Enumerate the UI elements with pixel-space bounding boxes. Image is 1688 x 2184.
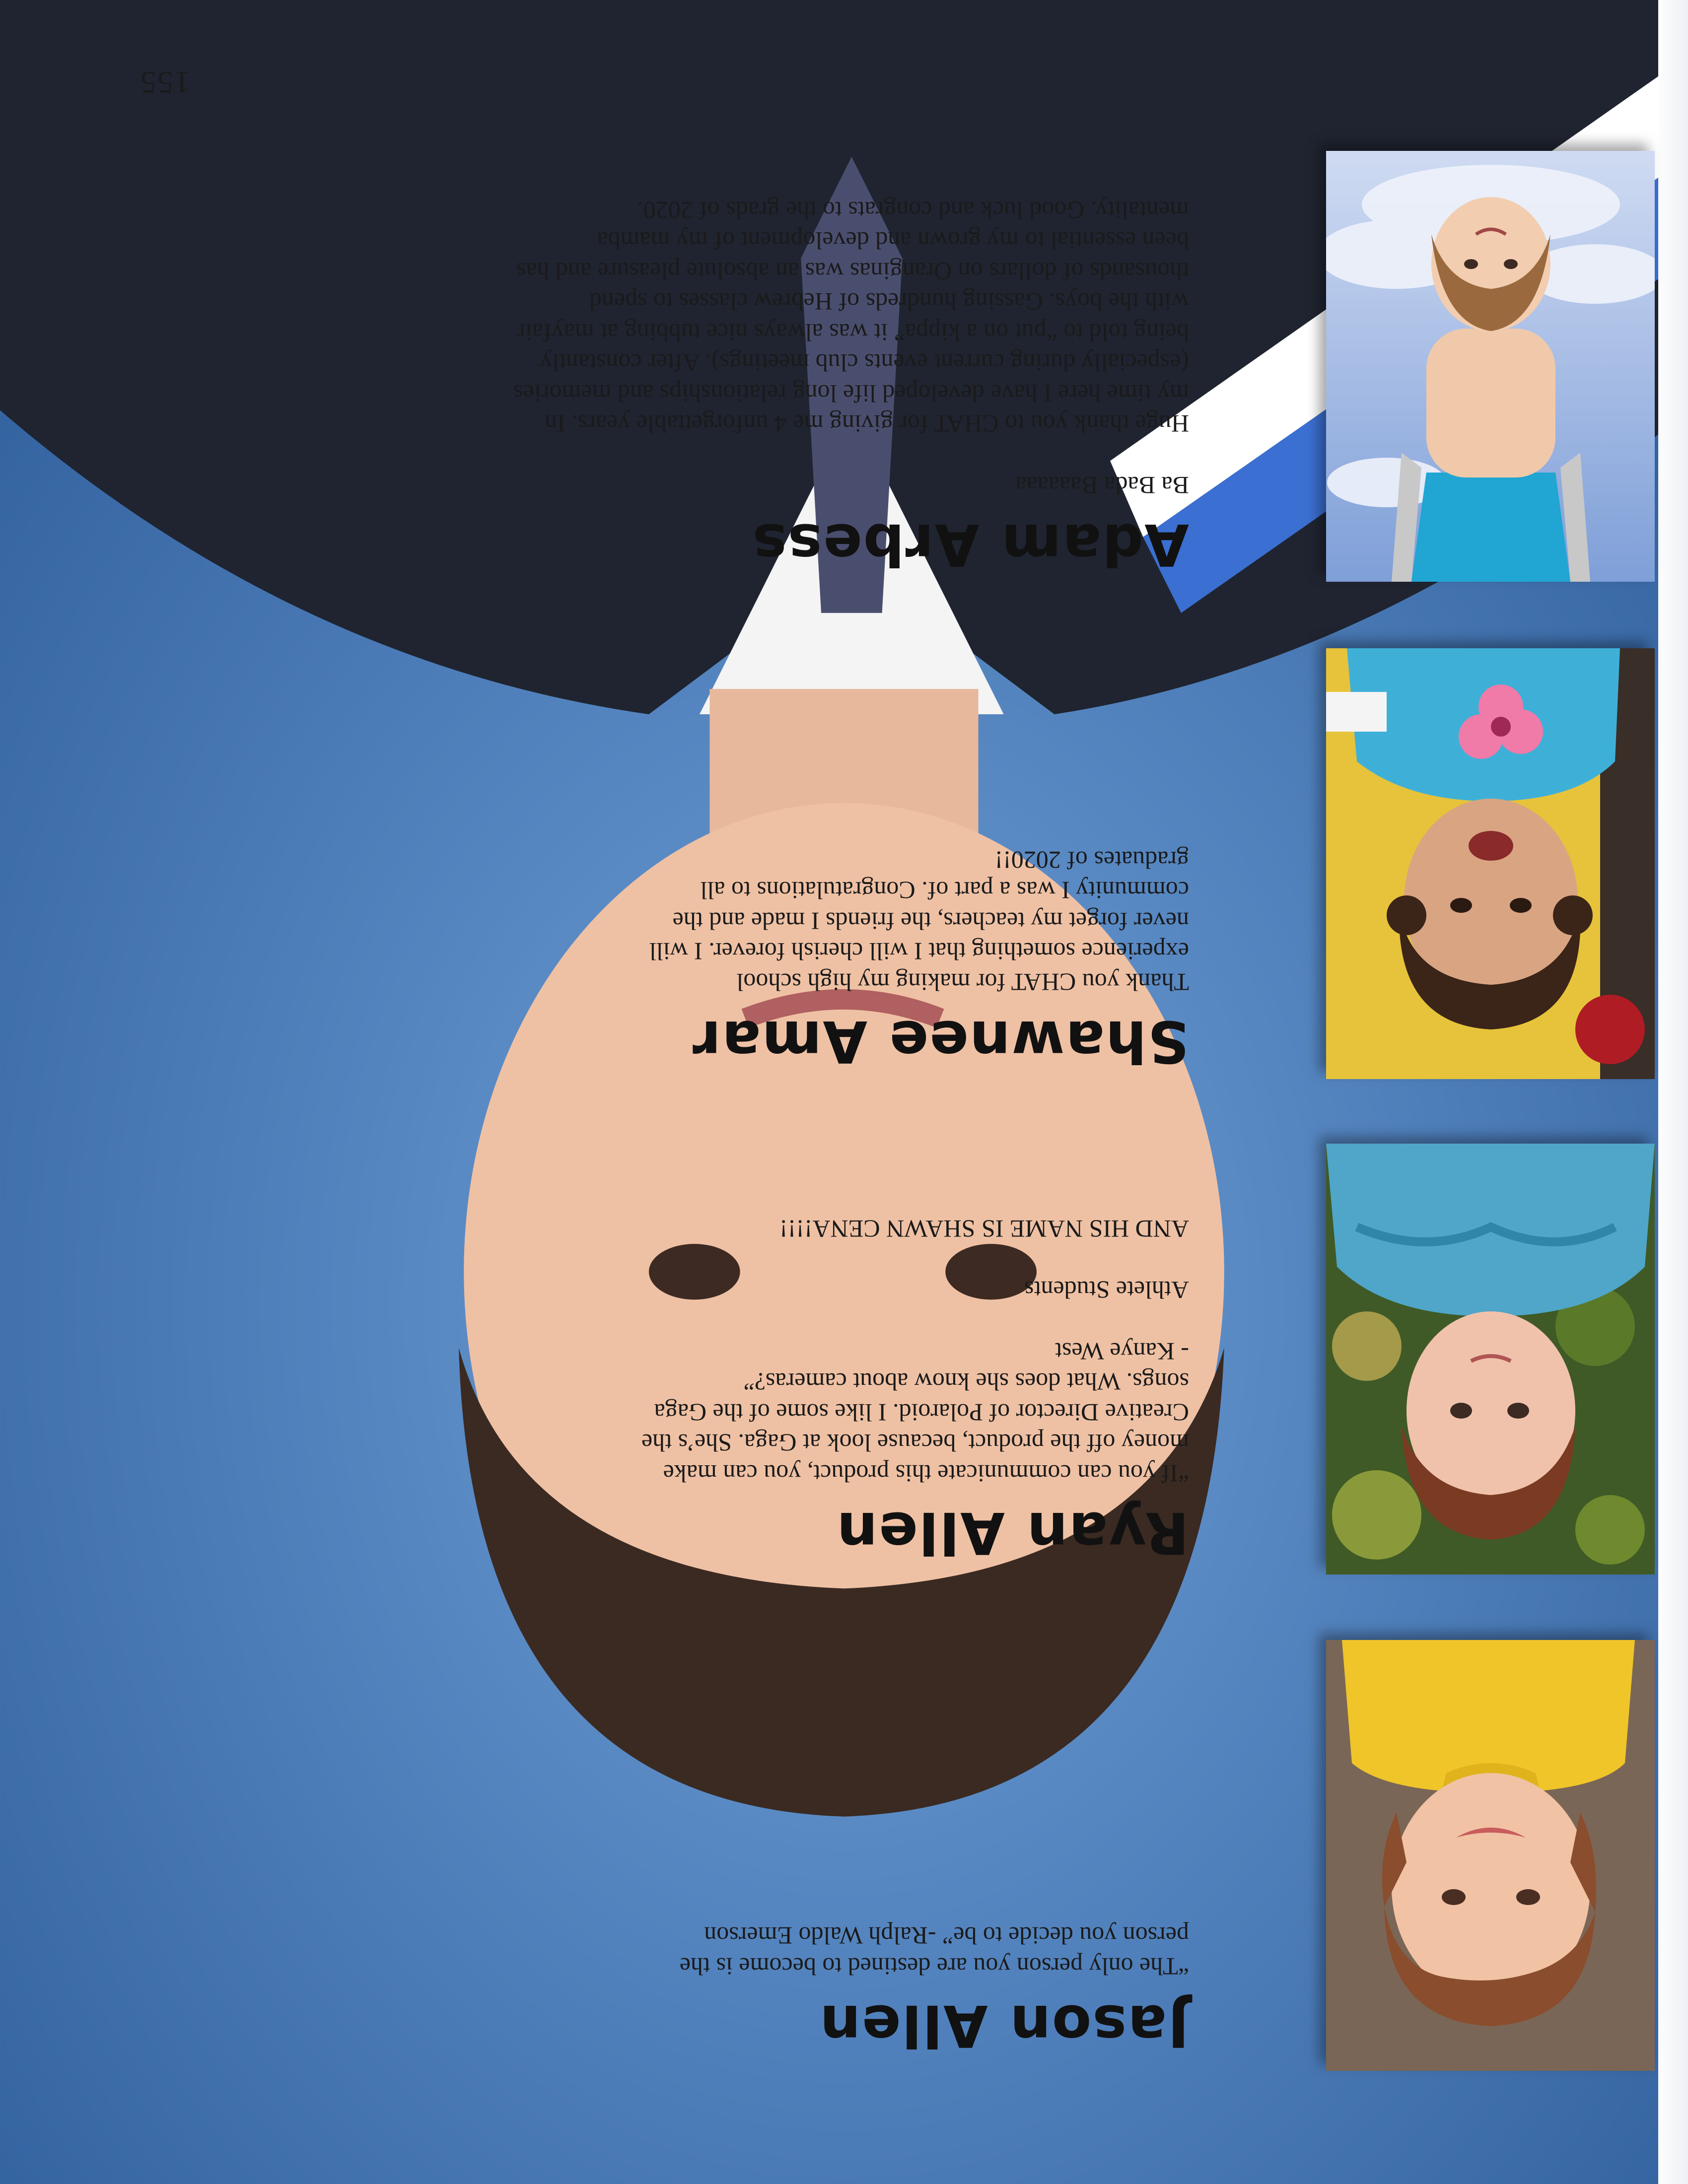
student-quote: “If you can communicate this product, you can make money off the product, because look at Gaga. She’s the Creative Director of Polaroid. I like some of the Gaga songs. What does she know about cameras?” - Kanye West bbox=[641, 1338, 1189, 1488]
student-name: Ryan Allen bbox=[836, 1499, 1189, 1566]
student-entry-shawnee-amar bbox=[484, 845, 1189, 1075]
student-entry-jason-allen bbox=[484, 1920, 1189, 2059]
baby-photo-jason-allen bbox=[1326, 1640, 1655, 2071]
baby-photo-adam-arbess bbox=[1326, 151, 1655, 582]
baby-photo-shawnee-amar bbox=[1326, 648, 1655, 1079]
student-activities: Athlete Students bbox=[1024, 1276, 1189, 1304]
student-quote: Thank you CHAT for making my high school experience something that I will cherish forever. I will never forget my teachers, the friends I made and the community I was a part of. Congratulations to all graduates of 2020!! bbox=[649, 846, 1189, 996]
student-name: Jason Allen bbox=[819, 1992, 1189, 2059]
student-entry-adam-arbess bbox=[484, 195, 1189, 578]
student-name: Adam Arbess bbox=[751, 511, 1189, 578]
student-quote: Huge thank you to CHAT for giving me 4 unforgettable years. In my time here I have developed life long relationships and memories (especially during current events club meetings). After constantly being told to “put on a kippa” it was always nice tubbing at mayfair with the boys. Gassing hundreds of Hebrew classes to spend thousands of dollars on Oranginas was an absolute pleasure and has been essential to my grown and development of my mamba mentality. Good luck and congrats to the grads of 2020. bbox=[513, 197, 1189, 438]
baby-photo-ryan-allen bbox=[1326, 1144, 1655, 1574]
student-entry-ryan-allen bbox=[484, 1214, 1189, 1566]
student-quote: “The only person you are destined to become is the person you decide to be” -Ralph Waldo Emerson bbox=[679, 1922, 1189, 1980]
student-activities: Ba Bada Baaaaaa bbox=[1015, 472, 1189, 499]
scan-edge bbox=[1658, 0, 1688, 2184]
student-name: Shawnee Amar bbox=[691, 1008, 1189, 1075]
page-number: 155 bbox=[140, 65, 190, 100]
student-message: AND HIS NAME IS SHAWN CENA!!!! bbox=[779, 1215, 1189, 1243]
